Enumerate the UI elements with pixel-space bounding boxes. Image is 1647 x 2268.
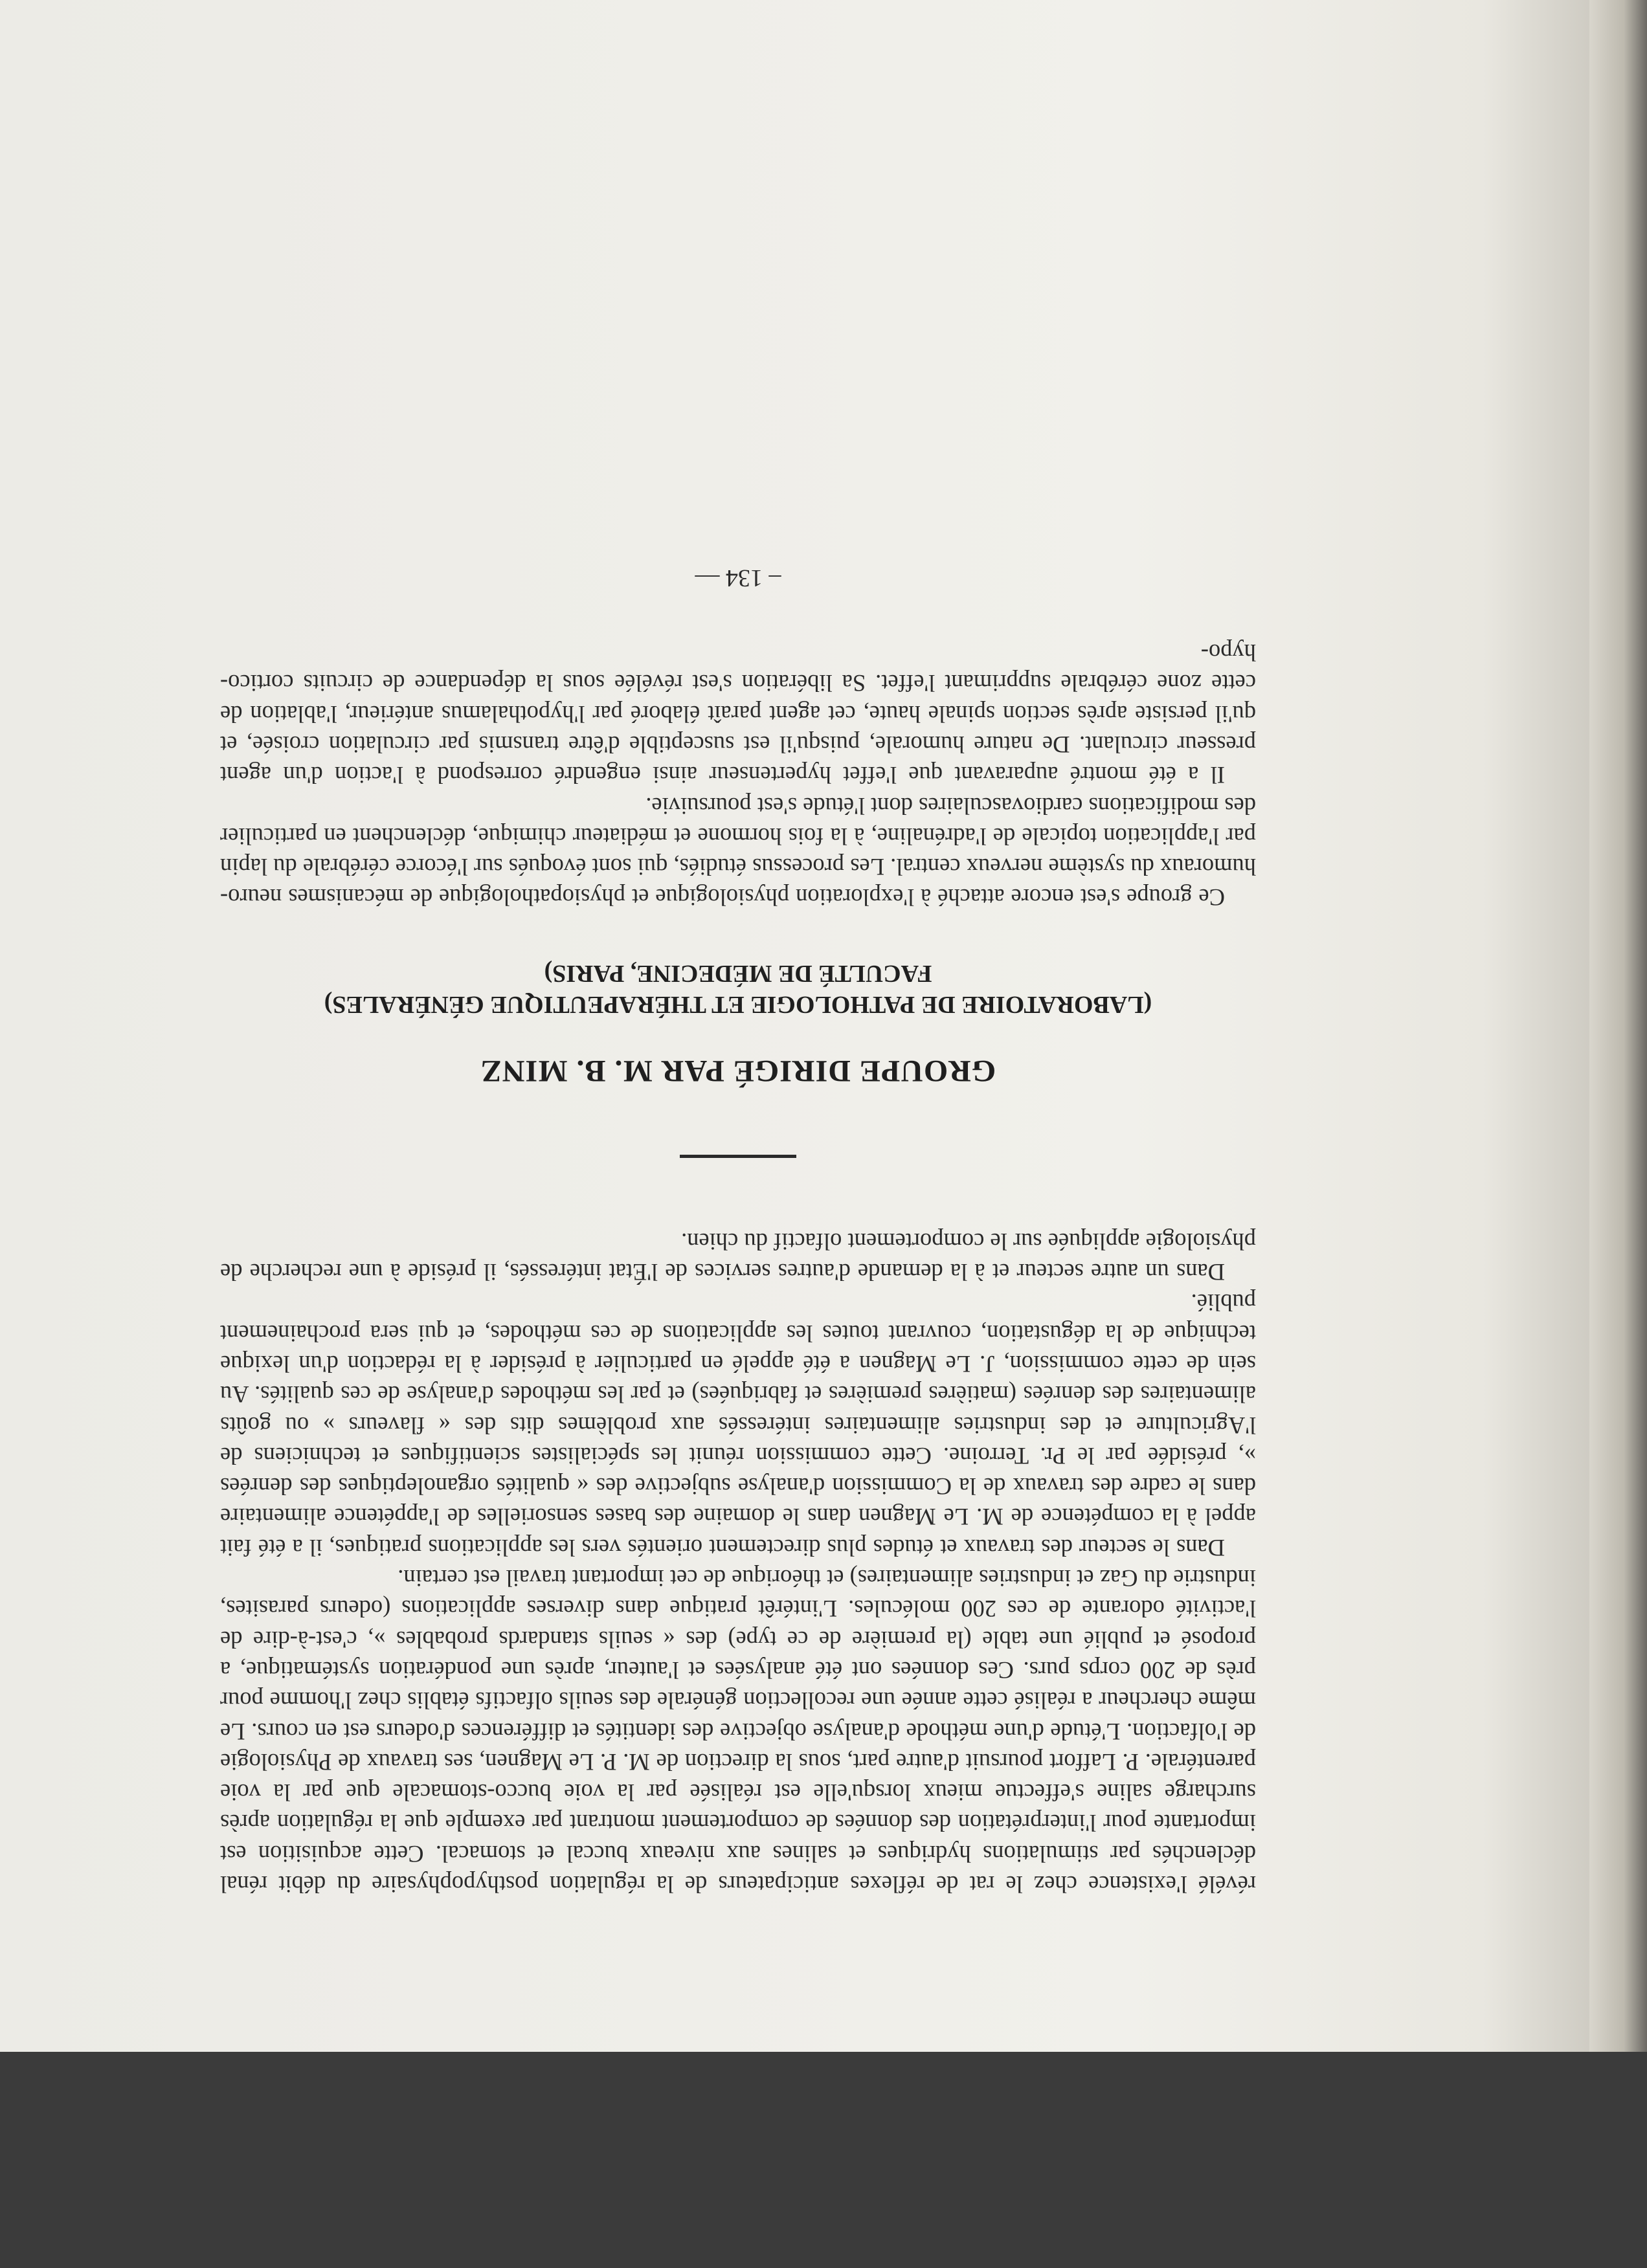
page-number: – 134 — <box>695 564 781 592</box>
faculty-name: FACULTÉ DE MÉDECINE, PARIS) <box>544 960 932 988</box>
section-divider <box>680 1155 796 1158</box>
paragraph-2: Dans le secteur des travaux et études plus directement orientés vers les applications pratiques, il a été fait appel à la compétence de M. Le Magnen dans le domaine des bases sensorielles de l'appétence alimentaire dans le cadre des travaux de la Commission d'analyse subjective des « qualités organoleptiques des denrées », présidée par le Pr. Terroine. Cette commission réunit les spécialistes scientifiques et techniciens de l'Agriculture et des industries alimentaires intéressés aux problèmes dits des « flaveurs » ou goûts alimentaires des denrées (matières premières et fabriquées) et par les méthodes d'analyse de ces qualités. Au sein de cette commission, J. Le Magnen a été appelé en particulier à présider à la rédaction d'un lexique technique de la dégustation, couvrant toutes les applications de ces méthodes, et qui sera prochainement publié. <box>220 1289 1256 1561</box>
group-title: GROUPE DIRIGÉ PAR M. B. MINZ <box>480 1054 996 1089</box>
paragraph-5: Il a été montré auparavant que l'effet hypertenseur ainsi engendré correspond à l'action d'un agent presseur circulant. De nature humorale, puisqu'il est susceptible d'être transmis par circulation croisée, et qu'il persiste après section spinale haute, cet agent paraît élaboré par l'hypothalamus antérieur, l'ablation de cette zone cérébrale supprimant l'effet. Sa libération s'est révélée sous la dépendance de circuits cortico-hypo- <box>220 639 1256 789</box>
rotated-text-block <box>220 249 1256 1900</box>
paragraph-4: Ce groupe s'est encore attaché à l'exploration physiologique et physiopathologique de mécanismes neuro-humoraux du système nerveux central. Les processus étudiés, qui sont évoqués sur l'écorce cérébrale du lapin par l'application topicale de l'adrénaline, à la fois hormone et médiateur chimique, déclenchent en particulier des modifications cardiovasculaires dont l'étude s'est poursuivie. <box>220 792 1256 911</box>
scanner-bed <box>0 2052 1647 2268</box>
page-edge-shadow <box>1589 0 1647 2058</box>
paragraph-1: révélé l'existence chez le rat de réflexes anticipateurs de la régulation posthypophysaire du débit rénal déclenchés par stimulations hydriques et salines aux niveaux buccal et stomacal. Cette acquisition est importante pour l'interprétation des données de comportement montrant par exemple que la régulation après surcharge saline s'effectue mieux lorsqu'elle est réalisée par la voie bucco-stomacale que par la voie parentérale. P. Laffort poursuit d'autre part, sous la direction de M. P. Le Magnen, ses travaux de Physiologie de l'olfaction. L'étude d'une méthode d'analyse objective des identités et différences d'odeurs est en cours. Le même chercheur a réalisé cette année une recollection générale des seuils olfactifs établis chez l'homme pour près de 200 corps purs. Ces données ont été analysées et l'auteur, après une pondération systématique, a proposé et publié une table (la première de ce type) des « seuils standards probables », c'est-à-dire de l'activité odorante de ces 200 molécules. L'intérêt pratique dans diverses applications (odeurs parasites, industrie du Gaz et industries alimentaires) et théorique de cet important travail est certain. <box>220 1565 1256 1898</box>
laboratory-name: (LABORATOIRE DE PATHOLOGIE ET THÉRAPEUTIQUE GÉNÉRALES) <box>324 991 1152 1019</box>
paragraph-3: Dans un autre secteur et à la demande d'autres services de l'État intéressés, il préside à une recherche de physiologie appliquée sur le comportement olfactif du chien. <box>220 1228 1256 1286</box>
